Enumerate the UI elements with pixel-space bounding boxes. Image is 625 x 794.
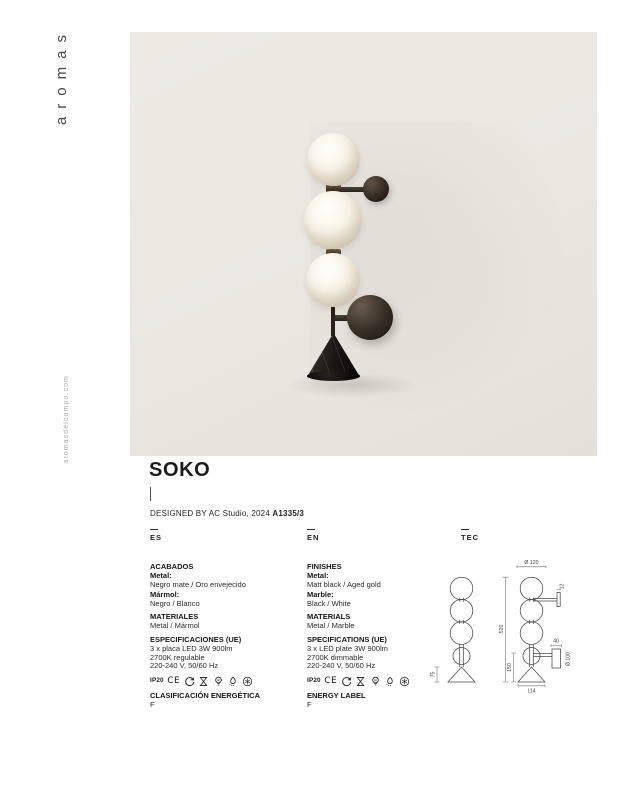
led-bulb-icon bbox=[370, 676, 381, 687]
title-divider-tick bbox=[150, 487, 151, 501]
column-header-en bbox=[307, 529, 319, 542]
header-dash bbox=[307, 529, 315, 530]
header-label-en: EN bbox=[307, 533, 320, 543]
front-view bbox=[431, 577, 476, 682]
led-bulb-icon bbox=[213, 676, 224, 687]
lamp-top-wall-plate bbox=[363, 176, 389, 202]
spec-column-es bbox=[150, 563, 302, 709]
specs-title: ESPECIFICACIONES (UE) bbox=[150, 635, 242, 645]
product-sku: A1335/3 bbox=[272, 509, 305, 518]
spec-line: 2700K regulable bbox=[150, 652, 205, 662]
specs-title: SPECIFICATIONS (UE) bbox=[307, 635, 387, 645]
lamp-glass-sphere bbox=[306, 253, 360, 307]
circled-star-icon bbox=[399, 676, 410, 687]
lamp-bottom-wall-plate bbox=[347, 295, 393, 340]
recycle-icon bbox=[341, 676, 352, 687]
energy-value: F bbox=[307, 699, 312, 709]
spec-line: 220-240 V, 50/60 Hz bbox=[307, 661, 376, 671]
spec-line: 3 x placa LED 3W 900lm bbox=[150, 643, 233, 653]
materials-value: Metal / Mármol bbox=[150, 620, 200, 630]
circled-star-icon bbox=[242, 676, 253, 687]
metal-label: Metal: bbox=[150, 570, 172, 580]
header-dash bbox=[150, 529, 158, 530]
dim-sphere-diameter: Ø 120 bbox=[524, 560, 539, 566]
finishes-title: ACABADOS bbox=[150, 562, 194, 571]
marble-label: Mármol: bbox=[150, 589, 180, 599]
lamp-glass-sphere bbox=[307, 133, 360, 186]
column-header-es bbox=[150, 529, 162, 542]
header-label-tec: TEC bbox=[461, 533, 479, 543]
dim-wall-plate-depth: 40 bbox=[553, 638, 559, 645]
ip-rating: IP20 bbox=[307, 676, 321, 684]
lamp-stem bbox=[331, 305, 335, 336]
spec-line: 2700K dimmable bbox=[307, 652, 364, 662]
energy-title: CLASIFICACIÓN ENERGÉTICA bbox=[150, 690, 261, 700]
certification-icons-row bbox=[150, 675, 302, 687]
spec-line: 3 x LED plate 3W 900lm bbox=[307, 643, 388, 653]
designed-by-line bbox=[150, 509, 304, 518]
dim-arm-plate: 12 bbox=[559, 583, 566, 590]
ce-icon: CE bbox=[324, 675, 338, 686]
product-name: SOKO bbox=[149, 459, 211, 481]
metal-label: Metal: bbox=[307, 570, 329, 580]
dim-wall-plate-diameter: Ø 100 bbox=[565, 651, 572, 667]
brand-website: aromasdelcampo.com bbox=[63, 375, 70, 464]
recycle-icon bbox=[184, 676, 195, 687]
side-view bbox=[499, 560, 572, 695]
dim-cone-height: 75 bbox=[430, 671, 437, 678]
metal-value: Negro mate / Oro envejecido bbox=[150, 579, 246, 589]
dim-total-height: 520 bbox=[499, 624, 505, 634]
lamp-glass-sphere bbox=[304, 191, 362, 249]
technical-drawing bbox=[425, 555, 625, 705]
metal-value: Matt black / Aged gold bbox=[307, 579, 381, 589]
energy-title: ENERGY LABEL bbox=[307, 690, 366, 700]
brand-logo: aromas bbox=[53, 27, 70, 126]
spec-line: 220-240 V, 50/60 Hz bbox=[150, 661, 219, 671]
marble-value: Black / White bbox=[307, 598, 351, 608]
marble-label: Marble: bbox=[307, 589, 334, 599]
energy-value: F bbox=[150, 699, 155, 709]
flame-icon bbox=[384, 676, 395, 687]
lamp-cone-base bbox=[307, 371, 360, 381]
ip-rating: IP20 bbox=[150, 676, 164, 684]
designer-text: DESIGNED BY AC Studio, 2024 bbox=[150, 509, 270, 518]
column-header-tec bbox=[461, 529, 479, 542]
dim-base-width: 114 bbox=[527, 688, 536, 695]
materials-value: Metal / Marble bbox=[307, 620, 355, 630]
flame-icon bbox=[227, 676, 238, 687]
marble-value: Negro / Blanco bbox=[150, 598, 200, 608]
product-photo bbox=[130, 32, 597, 456]
header-dash bbox=[461, 529, 469, 530]
hourglass-icon bbox=[198, 676, 209, 687]
materials-title: MATERIALES bbox=[150, 611, 199, 621]
ce-icon: CE bbox=[167, 675, 181, 686]
finishes-title: FINISHES bbox=[307, 562, 342, 571]
materials-title: MATERIALS bbox=[307, 611, 351, 621]
hourglass-icon bbox=[355, 676, 366, 687]
header-label-es: ES bbox=[150, 533, 163, 543]
dim-lower-height: 150 bbox=[507, 663, 513, 672]
